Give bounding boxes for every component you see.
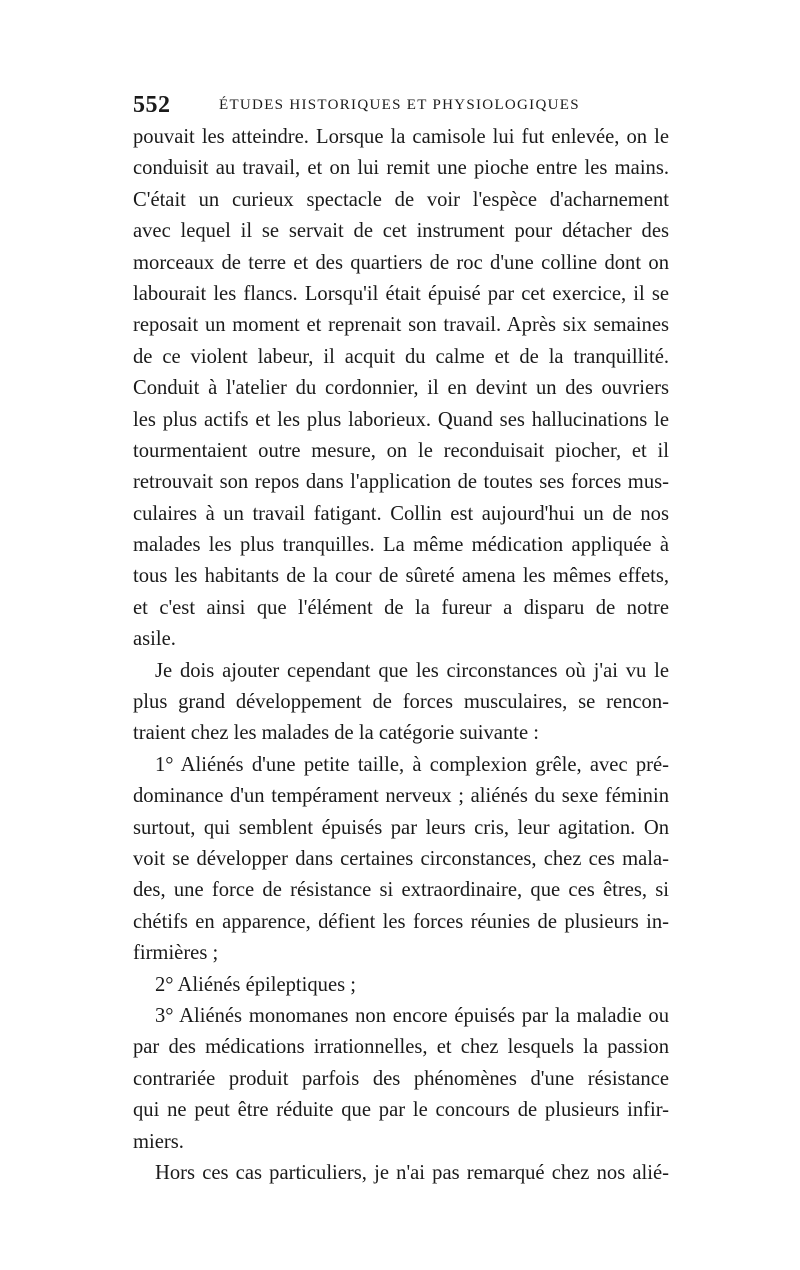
text-line: labourait les flancs. Lorsqu'il était épuisé par cet exercice, il se xyxy=(133,282,669,305)
running-title: ÉTUDES HISTORIQUES ET PHYSIOLOGIQUES xyxy=(219,97,580,113)
text-line: 3° Aliénés monomanes non encore épuisés par la maladie ou xyxy=(155,1004,669,1027)
text-line: retrouvait son repos dans l'application de toutes ses forces mus- xyxy=(133,471,669,494)
text-line: et c'est ainsi que l'élément de la fureur a disparu de notre xyxy=(133,596,669,619)
page-number: 552 xyxy=(133,92,171,118)
text-line: traient chez les malades de la catégorie suivante : xyxy=(133,722,539,745)
text-line: reposait un moment et reprenait son travail. Après six semaines xyxy=(133,314,669,337)
text-line: morceaux de terre et des quartiers de roc d'une colline dont on xyxy=(133,251,669,274)
text-line: plus grand développement de forces musculaires, se rencon- xyxy=(133,691,669,714)
text-line: surtout, qui semblent épuisés par leurs cris, leur agitation. On xyxy=(133,816,669,839)
text-line: chétifs en apparence, défient les forces réunies de plusieurs in- xyxy=(133,910,669,933)
text-line: les plus actifs et les plus laborieux. Quand ses hallucinations le xyxy=(133,408,669,431)
page-header xyxy=(133,92,673,122)
text-line: Hors ces cas particuliers, je n'ai pas remarqué chez nos alié- xyxy=(155,1161,669,1184)
text-line: 2° Aliénés épileptiques ; xyxy=(155,973,356,996)
text-line: asile. xyxy=(133,628,176,651)
text-line: miers. xyxy=(133,1130,184,1153)
text-line: conduisit au travail, et on lui remit une pioche entre les mains. xyxy=(133,157,669,180)
text-line: pouvait les atteindre. Lorsque la camisole lui fut enlevée, on le xyxy=(133,126,669,148)
text-line: de ce violent labeur, il acquit du calme et de la tranquillité. xyxy=(133,345,669,368)
text-line: C'était un curieux spectacle de voir l'espèce d'acharnement xyxy=(133,188,669,211)
text-line: dominance d'un tempérament nerveux ; aliénés du sexe féminin xyxy=(133,785,669,808)
text-line: par des médications irrationnelles, et chez lesquels la passion xyxy=(133,1036,669,1059)
text-line: avec lequel il se servait de cet instrument pour détacher des xyxy=(133,220,669,243)
text-line: voit se développer dans certaines circonstances, chez ces mala- xyxy=(133,847,669,870)
text-line: culaires à un travail fatigant. Collin est aujourd'hui un de nos xyxy=(133,502,669,525)
text-line: contrariée produit parfois des phénomènes d'une résistance xyxy=(133,1067,669,1090)
text-line: firmières ; xyxy=(133,942,219,965)
text-line: tourmentaient outre mesure, on le reconduisait piocher, et il xyxy=(133,439,669,462)
text-line: Je dois ajouter cependant que les circonstances où j'ai vu le xyxy=(155,659,669,682)
text-line: Conduit à l'atelier du cordonnier, il en devint un des ouvriers xyxy=(133,377,669,400)
text-line: 1° Aliénés d'une petite taille, à complexion grêle, avec pré- xyxy=(155,753,669,776)
text-line: qui ne peut être réduite que par le concours de plusieurs infir- xyxy=(133,1099,669,1122)
text-line: malades les plus tranquilles. La même médication appliquée à xyxy=(133,534,669,557)
text-line: des, une force de résistance si extraordinaire, que ces êtres, si xyxy=(133,879,669,902)
body-text xyxy=(133,122,669,1189)
text-line: tous les habitants de la cour de sûreté amena les mêmes effets, xyxy=(133,565,669,588)
